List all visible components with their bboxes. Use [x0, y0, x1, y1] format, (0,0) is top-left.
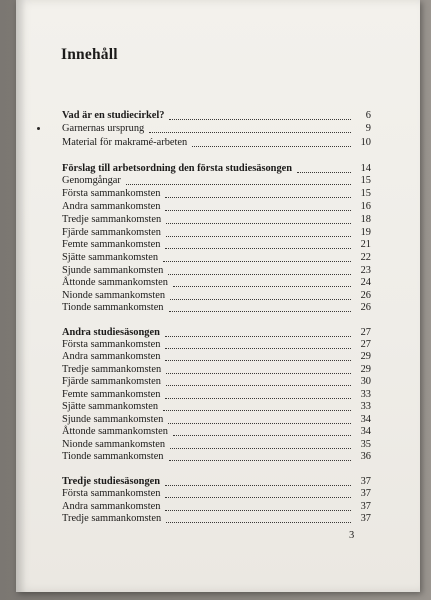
toc-entry-label: Nionde sammankomsten [62, 439, 166, 450]
toc-entry-label: Tredje studiesäsongen [62, 476, 161, 487]
toc-dot-leader [166, 223, 351, 224]
toc-entry-page: 33 [360, 389, 371, 400]
toc-entry-page: 15 [360, 175, 371, 186]
toc-entry [62, 188, 371, 200]
toc-dot-leader [165, 497, 351, 498]
toc-dot-leader [165, 485, 351, 486]
toc-entry-label: Nionde sammankomsten [62, 290, 166, 301]
toc-dot-leader [165, 510, 351, 511]
toc-entry-page: 23 [360, 265, 371, 276]
toc-dot-leader [165, 348, 351, 349]
toc-entry-label: Garnernas ursprung [62, 123, 145, 134]
toc-entry-page: 15 [360, 188, 371, 199]
toc-entry [62, 376, 371, 388]
toc-dot-leader [163, 410, 351, 411]
toc-entry-label: Tredje sammankomsten [62, 364, 162, 375]
toc-dot-leader [166, 522, 351, 523]
toc-entry-label: Åttonde sammankomsten [62, 277, 168, 288]
toc-entry-label: Andra sammankomsten [62, 501, 161, 512]
book-page [16, 0, 420, 592]
toc-entry-label: Tredje sammankomsten [62, 214, 162, 225]
page-gutter-shadow [16, 0, 26, 592]
toc-section-heading [62, 110, 371, 122]
toc-entry-page: 35 [360, 439, 371, 450]
toc-dot-leader [126, 184, 351, 185]
toc-entry-page: 29 [360, 364, 371, 375]
toc-entry-label: Sjunde sammankomsten [62, 414, 164, 425]
toc-dot-leader [173, 435, 351, 436]
toc-dot-leader [165, 210, 351, 211]
toc-entry [62, 175, 371, 187]
toc-entry-page: 18 [360, 214, 371, 225]
toc-entry-page: 27 [360, 327, 371, 338]
toc-entry-label: Sjätte sammankomsten [62, 252, 159, 263]
toc-entry-label: Andra studiesäsongen [62, 327, 160, 338]
toc-entry-label: Första sammankomsten [62, 188, 161, 199]
toc-entry-label: Genomgångar [62, 175, 121, 186]
toc-entry-label: Fjärde sammankomsten [62, 376, 161, 387]
toc-entry-label: Första sammankomsten [62, 488, 161, 499]
toc-entry [62, 137, 371, 149]
toc-entry-label: Sjunde sammankomsten [62, 265, 164, 276]
toc-entry [62, 277, 371, 289]
toc-entry [62, 290, 371, 302]
page-number: 3 [349, 530, 355, 541]
toc-dot-leader [166, 236, 351, 237]
toc-entry-label: Åttonde sammankomsten [62, 426, 168, 437]
toc-dot-leader [169, 460, 351, 461]
toc-entry-label: Andra sammankomsten [62, 201, 161, 212]
toc-entry-page: 24 [360, 277, 371, 288]
toc-entry-page: 6 [365, 110, 371, 121]
toc-entry-label: Tionde sammankomsten [62, 451, 164, 462]
toc-entry-page: 36 [360, 451, 371, 462]
toc-entry-page: 26 [360, 302, 371, 313]
toc-entry [62, 227, 371, 239]
toc-entry [62, 414, 371, 426]
toc-section-heading [62, 163, 371, 175]
toc-dot-leader [173, 286, 351, 287]
toc-entry-page: 14 [360, 163, 371, 174]
toc-entry [62, 389, 371, 401]
toc-entry-label: Fjärde sammankomsten [62, 227, 161, 238]
toc-entry [62, 265, 371, 277]
toc-entry-page: 26 [360, 290, 371, 301]
toc-dot-leader [165, 398, 351, 399]
toc-entry [62, 214, 371, 226]
toc-entry-label: Andra sammankomsten [62, 351, 161, 362]
toc-entry-page: 33 [360, 401, 371, 412]
toc-dot-leader [165, 197, 351, 198]
toc-dot-leader [165, 336, 351, 337]
toc-dot-leader [168, 274, 351, 275]
toc-dot-leader [163, 261, 351, 262]
toc-dot-leader [168, 423, 351, 424]
toc-entry [62, 401, 371, 413]
toc-entry-label: Tionde sammankomsten [62, 302, 164, 313]
toc-entry [62, 339, 371, 351]
toc-entry-page: 10 [360, 137, 371, 148]
toc-entry-label: Första sammankomsten [62, 339, 161, 350]
toc-entry [62, 252, 371, 264]
margin-dot-mark [37, 127, 40, 130]
toc-entry [62, 302, 371, 314]
toc-entry-label: Femte sammankomsten [62, 239, 161, 250]
toc-section-heading [62, 327, 371, 339]
toc-entry [62, 201, 371, 213]
toc-entry-label: Tredje sammankomsten [62, 513, 162, 524]
toc-entry-page: 34 [360, 426, 371, 437]
toc-entry [62, 501, 371, 513]
toc-entry-page: 37 [360, 476, 371, 487]
toc-dot-leader [169, 119, 351, 120]
toc-dot-leader [297, 172, 351, 173]
toc-entry [62, 351, 371, 363]
toc-entry-page: 37 [360, 501, 371, 512]
toc-entry [62, 439, 371, 451]
toc-entry-label: Vad är en studiecirkel? [62, 110, 165, 121]
toc-dot-leader [165, 360, 351, 361]
toc-dot-leader [166, 373, 351, 374]
toc-dot-leader [192, 146, 351, 147]
toc-dot-leader [165, 248, 351, 249]
toc-entry-page: 21 [360, 239, 371, 250]
toc-entry-label: Förslag till arbetsordning den första studiesäsongen [62, 163, 293, 174]
toc-entry-page: 34 [360, 414, 371, 425]
toc-section-heading [62, 476, 371, 488]
toc-entry [62, 513, 371, 525]
toc-entry-page: 27 [360, 339, 371, 350]
toc-entry-label: Material för makramé-arbeten [62, 137, 188, 148]
toc-entry-label: Femte sammankomsten [62, 389, 161, 400]
toc-entry-page: 9 [365, 123, 371, 134]
toc-entry-page: 37 [360, 513, 371, 524]
toc-entry [62, 451, 371, 463]
toc-entry-page: 29 [360, 351, 371, 362]
toc-entry [62, 364, 371, 376]
toc-entry [62, 123, 371, 135]
page-title: Innehåll [61, 46, 118, 63]
toc-dot-leader [149, 132, 351, 133]
toc-entry-page: 22 [360, 252, 371, 263]
toc-entry-page: 37 [360, 488, 371, 499]
toc-entry [62, 488, 371, 500]
toc-entry [62, 239, 371, 251]
toc-dot-leader [170, 299, 351, 300]
toc-dot-leader [169, 311, 351, 312]
toc-entry-label: Sjätte sammankomsten [62, 401, 159, 412]
toc-entry [62, 426, 371, 438]
toc-entry-page: 19 [360, 227, 371, 238]
toc-entry-page: 16 [360, 201, 371, 212]
toc-dot-leader [170, 448, 351, 449]
toc-dot-leader [166, 385, 351, 386]
toc-entry-page: 30 [360, 376, 371, 387]
